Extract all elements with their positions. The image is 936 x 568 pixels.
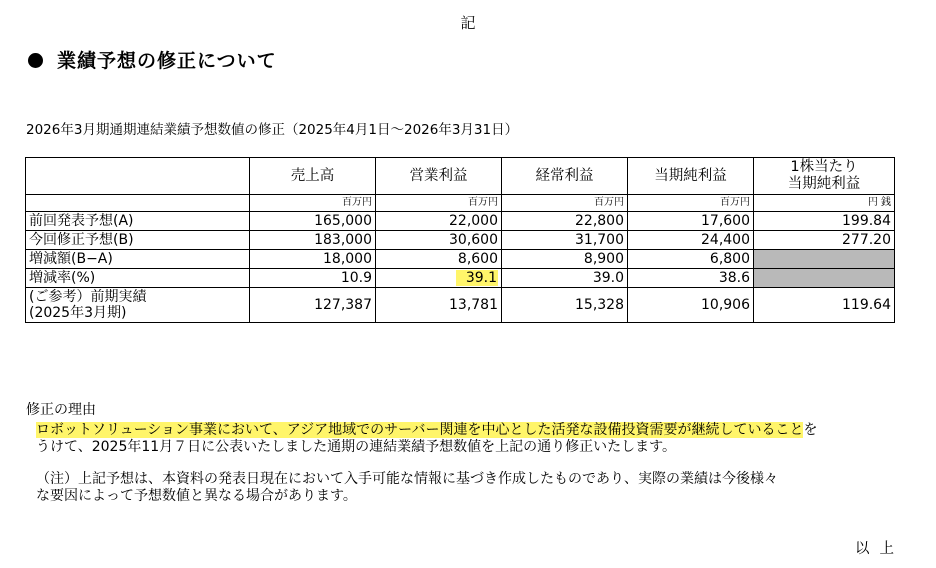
header-blank-cell [26, 158, 250, 195]
row-label: 今回修正予想(B) [26, 231, 250, 250]
value-cell: 17,600 [628, 212, 754, 231]
header-net-income: 当期純利益 [628, 158, 754, 195]
value-cell: 277.20 [754, 231, 895, 250]
value-cell: 15,328 [502, 288, 628, 323]
value-cell: 22,800 [502, 212, 628, 231]
value-cell: 199.84 [754, 212, 895, 231]
note-text-line2: な要因によって予想数値と異なる場合があります。 [36, 488, 357, 504]
reason-text-rest: を [803, 422, 818, 438]
closing-mark: 以上 [855, 541, 904, 557]
highlighted-value-cell [376, 269, 502, 288]
section-title-text: 業績予想の修正について [57, 50, 277, 72]
table-row [26, 250, 895, 269]
section-title [28, 46, 277, 73]
table-row [26, 231, 895, 250]
reason-text-line2: うけて、2025年11月７日に公表いたしました通期の連結業績予想数値を上記の通り修正いたします。 [36, 439, 677, 455]
value-cell: 6,800 [628, 250, 754, 269]
unit-blank-cell [26, 195, 250, 212]
value-cell: 30,600 [376, 231, 502, 250]
row-label: 増減率(%) [26, 269, 250, 288]
value-cell: 38.6 [628, 269, 754, 288]
value-cell: 18,000 [250, 250, 376, 269]
value-cell: 183,000 [250, 231, 376, 250]
header-ordinary-income: 経常利益 [502, 158, 628, 195]
bullet-icon [28, 53, 43, 68]
value-cell: 10.9 [250, 269, 376, 288]
forecast-table [25, 157, 895, 323]
reason-title: 修正の理由 [26, 402, 96, 418]
value-cell: 13,781 [376, 288, 502, 323]
value-cell: 8,600 [376, 250, 502, 269]
row-label-line2: (2025年3月期) [29, 305, 127, 321]
value-cell: 127,387 [250, 288, 376, 323]
value-cell: 39.0 [502, 269, 628, 288]
highlight-mark: 39.1 [456, 270, 498, 286]
table-row [26, 269, 895, 288]
ki-mark: 記 [460, 14, 476, 32]
shaded-cell [754, 250, 895, 269]
unit-cell: 百万円 [376, 195, 502, 212]
note-text-line1: （注）上記予想は、本資料の発表日現在において入手可能な情報に基づき作成したものであり、実際の業績は今後様々 [36, 471, 778, 487]
header-net-sales: 売上高 [250, 158, 376, 195]
table-row [26, 212, 895, 231]
unit-row [26, 195, 895, 212]
reason-highlight: ロボットソリューション事業において、アジア地域でのサーバー関連を中心とした活発な設備投資需要が継続していること [36, 422, 804, 438]
header-eps [754, 158, 895, 195]
value-cell: 31,700 [502, 231, 628, 250]
unit-cell: 百万円 [628, 195, 754, 212]
unit-cell: 円 銭 [754, 195, 895, 212]
row-label: 増減額(B−A) [26, 250, 250, 269]
table-header-row [26, 158, 895, 195]
value-cell: 8,900 [502, 250, 628, 269]
header-operating-income: 営業利益 [376, 158, 502, 195]
value-cell: 165,000 [250, 212, 376, 231]
row-label [26, 288, 250, 323]
header-eps-line1: 1株当たり [790, 159, 858, 175]
value-cell: 24,400 [628, 231, 754, 250]
table-caption: 2026年3月期通期連結業績予想数値の修正（2025年4月1日～2026年3月31日） [26, 122, 519, 138]
table-row [26, 288, 895, 323]
shaded-cell [754, 269, 895, 288]
value-cell: 10,906 [628, 288, 754, 323]
header-eps-line2: 当期純利益 [787, 176, 861, 192]
value-cell: 22,000 [376, 212, 502, 231]
value-cell: 119.64 [754, 288, 895, 323]
row-label-line1: (ご参考）前期実績 [29, 289, 147, 305]
row-label: 前回発表予想(A) [26, 212, 250, 231]
unit-cell: 百万円 [502, 195, 628, 212]
unit-cell: 百万円 [250, 195, 376, 212]
